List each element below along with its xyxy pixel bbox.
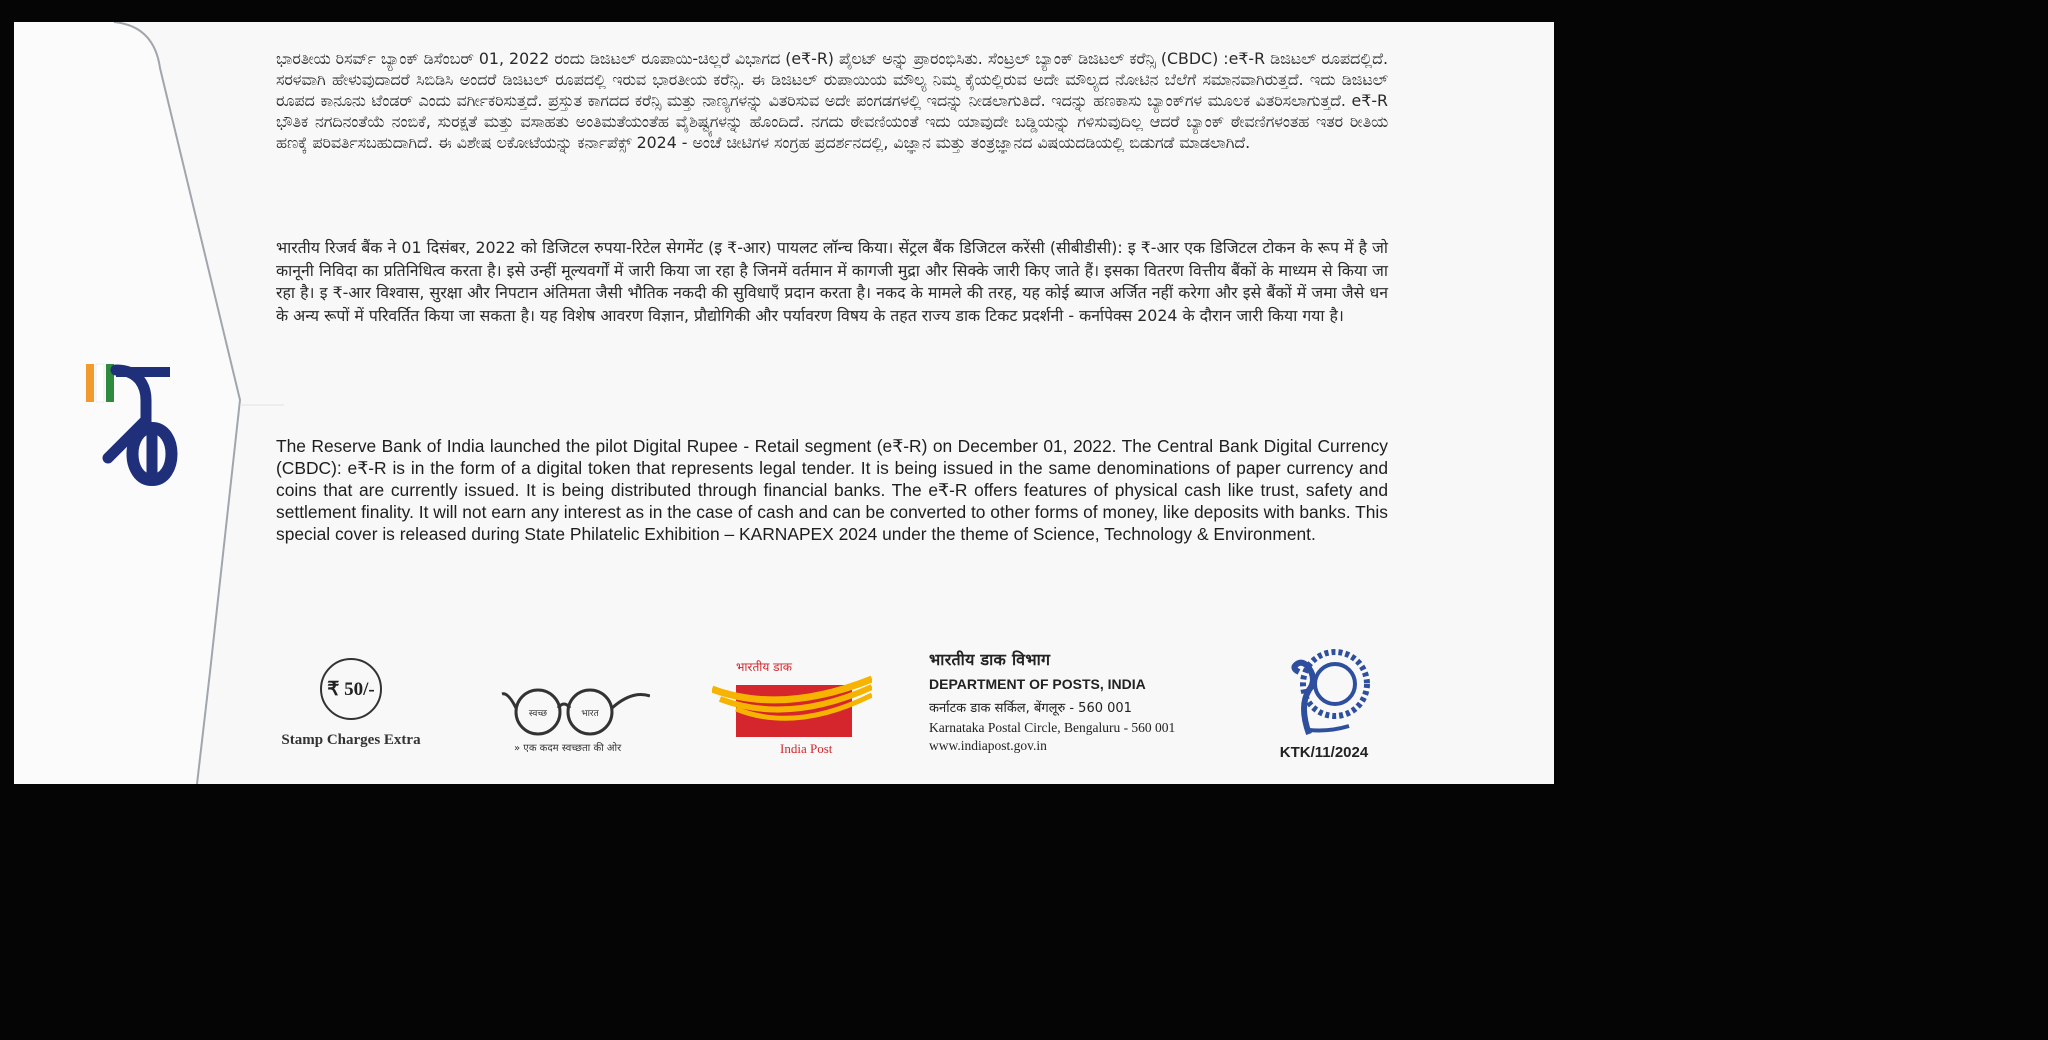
stamp-charges-caption: Stamp Charges Extra (281, 732, 421, 748)
price-circle: ₹ 50/- (320, 658, 382, 720)
english-paragraph: The Reserve Bank of India launched the pilot Digital Rupee - Retail segment (e₹-R) on December 01, 2022. The Central Bank Digital Currency (CBDC): e₹-R is in the form of a digital token that represents legal tender. It is being issued in the same denominations of paper currency and coins that are currently issued. It is being distributed through financial banks. The e₹-R offers features of physical cash like trust, safety and settlement finality. It will not earn any interest as in the case of cash and can be converted to other forms of money, like deposits with banks. This special cover is released during State Philatelic Exhibition – KARNAPEX 2024 under the theme of Science, Technology & Environment. (276, 436, 1388, 544)
department-of-posts-block (929, 648, 1229, 754)
department-name-hindi: भारतीय डाक विभाग (929, 650, 1051, 669)
gandhi-spectacles-icon (500, 682, 650, 738)
india-post-english-label: India Post (780, 741, 833, 756)
stamp-charge-logo (276, 658, 426, 749)
hindi-paragraph: भारतीय रिजर्व बैंक ने 01 दिसंबर, 2022 को डिजिटल रुपया-रिटेल सेगमेंट (इ ₹-आर) पायलट लॉन्च किया। सेंट्रल बैंक डिजिटल करेंसी (सीबीडीसी): इ ₹-आर एक डिजिटल टोकन के रूप में है जो कानूनी निविदा का प्रतिनिधित्व करता है। इसे उन्हीं मूल्यवर्गों में जारी किया जा रहा है जिनमें वर्तमान में कागजी मुद्रा और सिक्के जारी किए जाते हैं। इसका वितरण वित्तीय बैंकों के माध्यम से किया जा रहा है। इ ₹-आर विश्वास, सुरक्षा और निपटान अंतिमता जैसी भौतिक नकदी की सुविधाएँ प्रदान करता है। नकद के मामले की तरह, यह कोई ब्याज अर्जित नहीं करेगा और इसे बैंकों में जमा जैसे धन के अन्य रूपों में परिवर्तित किया जा सकता है। यह विशेष आवरण विज्ञान, प्रौद्योगिकी और पर्यावरण विषय के तहत राज्य डाक टिकट प्रदर्शनी - कर्नापेक्स 2024 के दौरान जारी किया गया है। (276, 238, 1388, 325)
envelope-cover (14, 22, 1554, 784)
e-letter-icon (133, 428, 172, 480)
postal-circle-english: Karnataka Postal Circle, Bengaluru - 560 001 (929, 720, 1176, 735)
india-post-emblem-icon (712, 675, 872, 737)
department-name-english: DEPARTMENT OF POSTS, INDIA (929, 676, 1146, 692)
peacock-icon (1269, 644, 1379, 738)
e-rupee-logo (80, 360, 184, 490)
cover-code: KTK/11/2024 (1279, 744, 1369, 761)
department-website: www.indiapost.gov.in (929, 738, 1047, 753)
left-lens-text: स्वच्छ (528, 709, 548, 719)
swachh-slogan: एक कदम स्वच्छता की ओर (523, 743, 622, 754)
swachh-bharat-logo (500, 682, 650, 754)
india-post-hindi-label: भारतीय डाक (736, 660, 792, 674)
postal-circle-hindi: कर्नाटक डाक सर्किल, बेंगलूरु - 560 001 (929, 701, 1132, 716)
india-post-logo (712, 658, 872, 757)
right-lens-text: भारत (581, 709, 599, 719)
swachh-caption: » एक कदम स्वच्छता की ओर (514, 743, 622, 754)
kannada-paragraph: ಭಾರತೀಯ ರಿಸರ್ವ್ ಬ್ಯಾಂಕ್ ಡಿಸೆಂಬರ್ 01, 2022 ರಂದು ಡಿಜಿಟಲ್ ರೂಪಾಯಿ-ಚಿಲ್ಲರೆ ವಿಭಾಗದ (e₹-R) ಪೈಲಟ್ ಅನ್ನು ಪ್ರಾರಂಭಿಸಿತು. ಸೆಂಟ್ರಲ್ ಬ್ಯಾಂಕ್ ಡಿಜಿಟಲ್ ಕರೆನ್ಸಿ (CBDC) :e₹-R ಡಿಜಿಟಲ್ ರೂಪದಲ್ಲಿದೆ. ಸರಳವಾಗಿ ಹೇಳುವುದಾದರೆ ಸಿಬಿಡಿಸಿ ಅಂದರೆ ಡಿಜಿಟಲ್ ರೂಪದಲ್ಲಿ ಇರುವ ಭಾರತೀಯ ಕರೆನ್ಸಿ. ಈ ಡಿಜಿಟಲ್ ರುಪಾಯಿಯ ಮೌಲ್ಯ ನಿಮ್ಮ ಕೈಯಲ್ಲಿರುವ ಅದೇ ಮೌಲ್ಯದ ನೋಟಿನ ಬೆಲೆಗೆ ಸಮಾನವಾಗಿರುತ್ತದೆ. ಇದು ಡಿಜಿಟಲ್ ರೂಪದ ಕಾನೂನು ಟೆಂಡರ್ ಎಂದು ವರ್ಗೀಕರಿಸುತ್ತದೆ. ಪ್ರಸ್ತುತ ಕಾಗದದ ಕರೆನ್ಸಿ ಮತ್ತು ನಾಣ್ಯಗಳನ್ನು ವಿತರಿಸುವ ಅದೇ ಪಂಗಡಗಳಲ್ಲಿ ಇದನ್ನು ನೀಡಲಾಗುತಿದೆ. ಇದನ್ನು ಹಣಕಾಸು ಬ್ಯಾಂಕ್‌ಗಳ ಮೂಲಕ ವಿತರಿಸಲಾಗುತ್ತದೆ. e₹-R ಭೌತಿಕ ನಗದಿನಂತೆಯೆ ನಂಬಿಕೆ, ಸುರಕ್ಷತೆ ಮತ್ತು ವಸಾಹತು ಅಂತಿಮತೆಯಂತೆಹ ವೈಶಿಷ್ಟ್ಯಗಳನ್ನು ಹೊಂದಿದೆ. ನಗದು ಠೇವಣಿಯಂತೆ ಇದು ಯಾವುದೇ ಬಡ್ಡಿಯನ್ನು ಗಳಿಸುವುದಿಲ್ಲ ಆದರೆ ಬ್ಯಾಂಕ್ ಠೇವಣಿಗಳಂತಹ ಇತರ ರೀತಿಯ ಹಣಕ್ಕೆ ಪರಿವರ್ತಿಸಬಹುದಾಗಿದೆ. ಈ ವಿಶೇಷ ಲಕೋಟೆಯನ್ನು ಕರ್ನಾಪೆಕ್ಸ್ 2024 - ಅಂಚೆ ಚೀಟಿಗಳ ಸಂಗ್ರಹ ಪ್ರದರ್ಶನದಲ್ಲಿ, ವಿಜ್ಞಾನ ಮತ್ತು ತಂತ್ರಜ್ಞಾನದ ವಿಷಯದಡಿಯಲ್ಲಿ ಬಿಡುಗಡೆ ಮಾಡಲಾಗಿದೆ. (276, 49, 1388, 152)
karnapex-peacock-logo (1264, 644, 1384, 761)
